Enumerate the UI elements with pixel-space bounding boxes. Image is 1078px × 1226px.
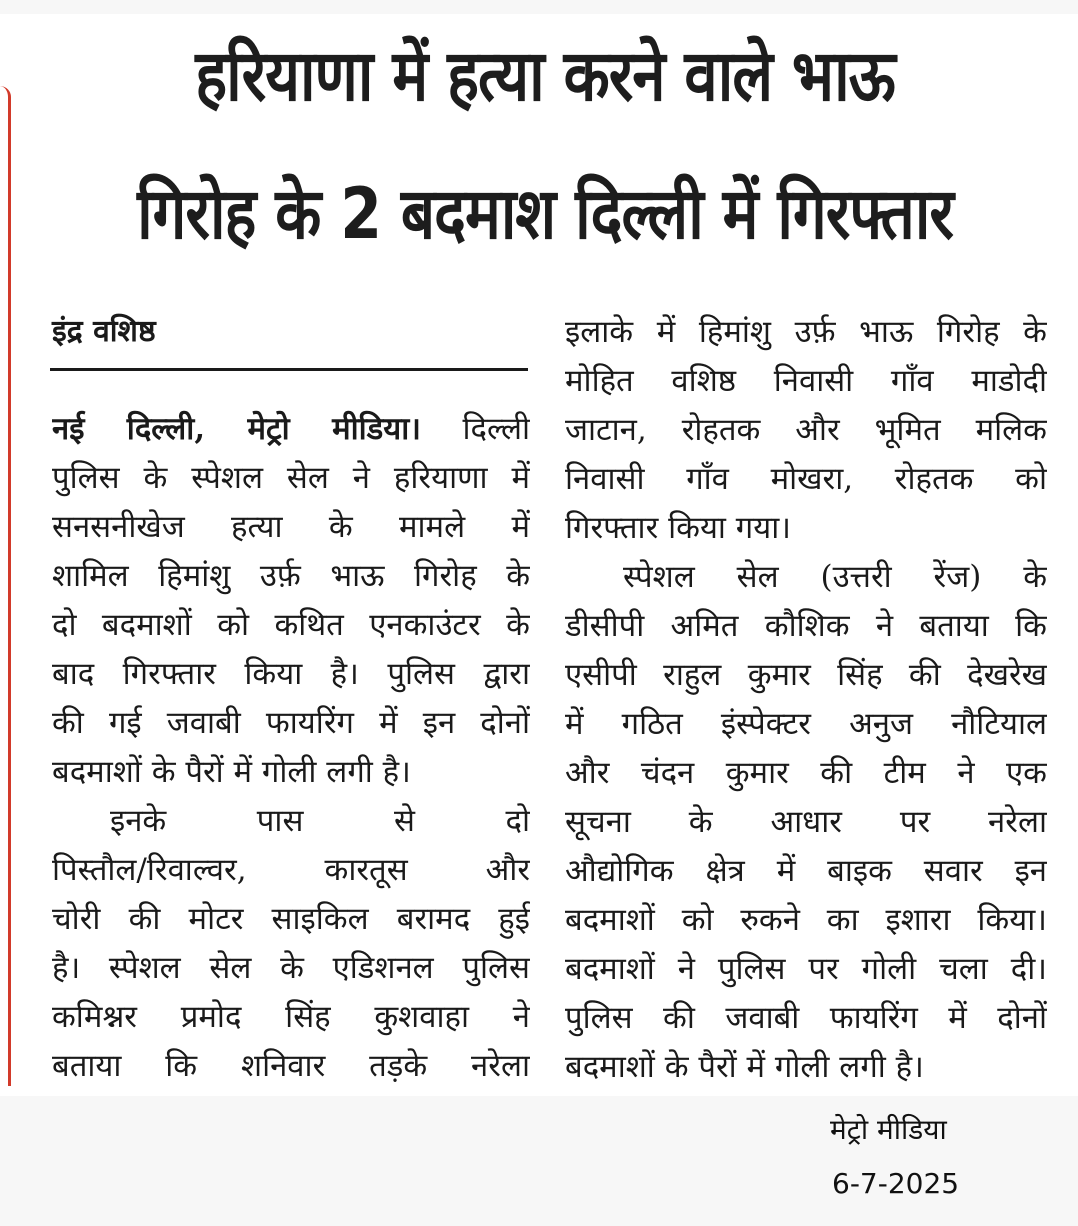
article-line: सूचना के आधार पर नरेला [565,804,1047,840]
article-line: इलाके में हिमांशु उर्फ़ भाऊ गिरोह के [565,314,1047,350]
byline: इंद्र वशिष्ठ [52,314,156,349]
headline-line-1: हरियाणा में हत्या करने वाले भाऊ [195,35,895,118]
article-line: दो बदमाशों को कथित एनकाउंटर के [52,607,530,643]
article-line: बदमाशों को रुकने का इशारा किया। [565,902,1047,938]
article-line: और चंदन कुमार की टीम ने एक [565,755,1047,791]
article-line: पुलिस की जवाबी फायरिंग में दोनों [565,1000,1047,1036]
article-left-column [52,405,530,1091]
dateline: नई दिल्ली, मेट्रो मीडिया। [52,411,422,447]
article-line: की गई जवाबी फायरिंग में इन दोनों [52,705,530,741]
article-line: चोरी की मोटर साइकिल बरामद हुई [52,901,530,937]
article-line: स्पेशल सेल (उत्तरी रेंज) के [623,559,1047,595]
article-line: इनके पास से दो [110,803,530,839]
headline-line-2: गिरोह के 2 बदमाश दिल्ली में गिरफ्तार [137,173,953,256]
source-label: मेट्रो मीडिया [830,1113,947,1146]
article-line: में गठित इंस्पेक्टर अनुज नौटियाल [565,706,1047,742]
article-line: बाद गिरफ्तार किया है। पुलिस द्वारा [52,656,530,692]
red-margin-stripe [0,86,11,1086]
article-text: दिल्ली [421,411,530,447]
article-line: पुलिस के स्पेशल सेल ने हरियाणा में [52,460,530,496]
article-line: बदमाशों के पैरों में गोली लगी है। [565,1049,924,1085]
article-line: जाटान, रोहतक और भूमित मलिक [565,412,1047,448]
article-line: बदमाशों ने पुलिस पर गोली चला दी। [565,951,1047,987]
publication-date: 6-7-2025 [832,1167,960,1200]
article-line: बदमाशों के पैरों में गोली लगी है। [52,754,411,790]
article-line [52,405,530,454]
article-line: डीसीपी अमित कौशिक ने बताया कि [565,608,1047,644]
article-line: औद्योगिक क्षेत्र में बाइक सवार इन [565,853,1047,889]
article-line: है। स्पेशल सेल के एडिशनल पुलिस [52,950,530,986]
article-line: सनसनीखेज हत्या के मामले में [52,509,530,545]
article-line: निवासी गाँव मोखरा, रोहतक को [565,461,1047,497]
article-line: पिस्तौल/रिवाल्वर, कारतूस और [52,852,530,888]
article-right-column [565,308,1047,1092]
article-line: बताया कि शनिवार तड़के नरेला [52,1048,530,1084]
article-line: मोहित वशिष्ठ निवासी गाँव माडोदी [565,363,1047,399]
article-line: कमिश्नर प्रमोद सिंह कुशवाहा ने [52,999,530,1035]
byline-divider [50,368,528,371]
article-line: गिरफ्तार किया गया। [565,510,792,546]
article-line: एसीपी राहुल कुमार सिंह की देखरेख [565,657,1047,693]
article-line: शामिल हिमांशु उर्फ़ भाऊ गिरोह के [52,558,530,594]
